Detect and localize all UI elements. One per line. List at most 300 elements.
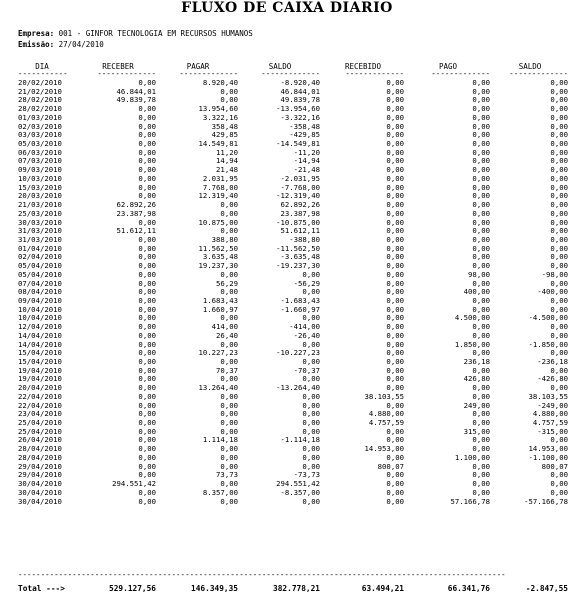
cell-receber: 0,00 xyxy=(138,121,156,131)
cell-pago: 0,00 xyxy=(472,409,490,419)
cell-recebido: 0,00 xyxy=(386,400,404,410)
cell-saldo-realizado: 0,00 xyxy=(550,139,568,149)
cell-saldo-realizado: -236,18 xyxy=(537,357,568,366)
cell-dia: 03/03/2010 xyxy=(18,130,62,140)
cell-saldo: 49.839,78 xyxy=(280,95,320,105)
cell-saldo-realizado: 0,00 xyxy=(550,470,568,480)
cell-saldo: -14,94 xyxy=(293,156,320,166)
cell-receber: 0,00 xyxy=(138,365,156,375)
cell-saldo: -21,48 xyxy=(293,165,320,175)
cell-dia: 30/04/2010 xyxy=(18,496,62,506)
cell-saldo: -3.635,48 xyxy=(280,252,320,262)
cell-saldo: 0,00 xyxy=(302,418,320,428)
cell-saldo-realizado: 38.103,55 xyxy=(528,391,568,401)
cell-recebido: 0,00 xyxy=(386,182,404,192)
cell-receber: 0,00 xyxy=(138,452,156,462)
cell-saldo: -429,85 xyxy=(289,130,320,140)
cell-saldo-realizado: 0,00 xyxy=(550,191,568,201)
cell-saldo: -11,20 xyxy=(293,147,320,157)
cell-pago: 0,00 xyxy=(472,365,490,375)
cell-receber: 0,00 xyxy=(138,287,156,297)
cell-pago: 0,00 xyxy=(472,348,490,358)
cell-dia: 21/02/2010 xyxy=(18,86,62,96)
cell-receber: 0,00 xyxy=(138,147,156,157)
cell-receber: 0,00 xyxy=(138,182,156,192)
cell-recebido: 14.953,00 xyxy=(364,444,404,454)
cell-recebido: 0,00 xyxy=(386,452,404,462)
cell-pagar: 19.237,30 xyxy=(198,261,238,271)
cell-receber: 0,00 xyxy=(138,278,156,288)
cell-saldo-realizado: 0,00 xyxy=(550,86,568,96)
cell-recebido: 0,00 xyxy=(386,261,404,271)
cell-saldo: -11.562,50 xyxy=(276,243,320,253)
cell-dia: 22/04/2010 xyxy=(18,400,62,410)
cell-receber: 0,00 xyxy=(138,418,156,428)
cell-receber: 0,00 xyxy=(138,339,156,349)
cell-dia: 29/04/2010 xyxy=(18,461,62,471)
cell-recebido: 0,00 xyxy=(386,130,404,140)
cell-pago: 0,00 xyxy=(472,78,490,87)
cell-pagar: 0,00 xyxy=(220,226,238,236)
cell-receber: 51.612,11 xyxy=(116,226,156,236)
cell-saldo-realizado: 0,00 xyxy=(550,295,568,305)
cell-pagar: 70,37 xyxy=(216,365,238,375)
total-label: Total ---> xyxy=(18,584,65,593)
cell-saldo: 0,00 xyxy=(302,287,320,297)
cell-dia: 28/02/2010 xyxy=(18,104,62,114)
cell-pagar: 0,00 xyxy=(220,409,238,419)
cell-pagar: 388,80 xyxy=(211,234,238,244)
cell-saldo: 0,00 xyxy=(302,444,320,454)
cell-recebido: 0,00 xyxy=(386,147,404,157)
cell-recebido: 0,00 xyxy=(386,104,404,114)
cell-saldo: -8.357,00 xyxy=(280,487,320,497)
cell-saldo: 294.551,42 xyxy=(276,479,320,489)
cell-saldo: -1.114,18 xyxy=(280,435,320,445)
total-receber: 529.127,56 xyxy=(109,584,156,593)
cell-saldo: -26,40 xyxy=(293,330,320,340)
column-header-pagar: PAGAR xyxy=(186,62,210,71)
cell-dia: 20/04/2010 xyxy=(18,383,62,393)
cell-pagar: 11.562,50 xyxy=(198,243,238,253)
cell-recebido: 800,07 xyxy=(377,461,404,471)
cell-saldo: 0,00 xyxy=(302,269,320,279)
cell-recebido: 0,00 xyxy=(386,295,404,305)
cell-saldo: 51.612,11 xyxy=(280,226,320,236)
cell-pago: 0,00 xyxy=(472,200,490,210)
cell-recebido: 0,00 xyxy=(386,487,404,497)
cell-pago: 0,00 xyxy=(472,461,490,471)
cell-recebido: 0,00 xyxy=(386,357,404,366)
cell-dia: 01/03/2010 xyxy=(18,112,62,122)
cell-saldo-realizado: -98,00 xyxy=(541,269,568,279)
cell-saldo-realizado: 0,00 xyxy=(550,252,568,262)
cell-receber: 0,00 xyxy=(138,348,156,358)
cell-saldo-realizado: 0,00 xyxy=(550,208,568,218)
cell-recebido: 0,00 xyxy=(386,287,404,297)
cell-pago: 236,18 xyxy=(463,357,490,366)
cell-pagar: 0,00 xyxy=(220,418,238,428)
cell-pago: 0,00 xyxy=(472,182,490,192)
cell-saldo-realizado: 0,00 xyxy=(550,330,568,340)
cell-saldo-realizado: 0,00 xyxy=(550,121,568,131)
cell-pago: 0,00 xyxy=(472,444,490,454)
cell-saldo-realizado: -426,80 xyxy=(537,374,568,384)
cell-pagar: 0,00 xyxy=(220,479,238,489)
cell-pago: 0,00 xyxy=(472,304,490,314)
cell-receber: 0,00 xyxy=(138,243,156,253)
cell-saldo-realizado: 0,00 xyxy=(550,104,568,114)
cell-recebido: 0,00 xyxy=(386,200,404,210)
cell-pagar: 0,00 xyxy=(220,357,238,366)
cell-saldo-realizado: 0,00 xyxy=(550,365,568,375)
company-line xyxy=(18,29,253,39)
cell-saldo: 0,00 xyxy=(302,400,320,410)
cell-recebido: 0,00 xyxy=(386,348,404,358)
cell-recebido: 0,00 xyxy=(386,121,404,131)
cell-saldo-realizado: -57.166,78 xyxy=(524,496,568,506)
cell-dia: 15/04/2010 xyxy=(18,357,62,366)
cell-dia: 09/03/2010 xyxy=(18,165,62,175)
cell-pago: 0,00 xyxy=(472,243,490,253)
cell-pago: 0,00 xyxy=(472,86,490,96)
cell-pago: 0,00 xyxy=(472,391,490,401)
cell-receber: 0,00 xyxy=(138,139,156,149)
cell-saldo-realizado: 0,00 xyxy=(550,112,568,122)
cell-pago: 0,00 xyxy=(472,435,490,445)
cell-dia: 28/04/2010 xyxy=(18,452,62,462)
cell-saldo: -358,48 xyxy=(289,121,320,131)
cell-saldo: -12.319,40 xyxy=(276,191,320,201)
cell-pagar: 14,94 xyxy=(216,156,238,166)
cell-pagar: 0,00 xyxy=(220,339,238,349)
cell-receber: 0,00 xyxy=(138,357,156,366)
cell-dia: 14/04/2010 xyxy=(18,339,62,349)
cell-receber: 0,00 xyxy=(138,383,156,393)
cell-receber: 0,00 xyxy=(138,304,156,314)
column-header-saldo: SALDO xyxy=(268,62,292,71)
cell-dia: 23/04/2010 xyxy=(18,409,62,419)
cell-pago: 0,00 xyxy=(472,208,490,218)
cell-receber: 62.892,26 xyxy=(116,200,156,210)
cell-dia: 21/03/2010 xyxy=(18,200,62,210)
cell-receber: 0,00 xyxy=(138,234,156,244)
total-separator: ------------------------------------------------------------------------------------------------------------ xyxy=(18,572,506,578)
cell-saldo: 0,00 xyxy=(302,426,320,436)
cell-recebido: 0,00 xyxy=(386,156,404,166)
cell-pago: 0,00 xyxy=(472,165,490,175)
cell-pago: 400,00 xyxy=(463,287,490,297)
cell-pagar: 0,00 xyxy=(220,86,238,96)
cell-saldo: 23.387,98 xyxy=(280,208,320,218)
cell-dia: 10/04/2010 xyxy=(18,304,62,314)
cell-pagar: 13.264,40 xyxy=(198,383,238,393)
cell-recebido: 0,00 xyxy=(386,426,404,436)
cell-recebido: 0,00 xyxy=(386,313,404,323)
cell-pago: 0,00 xyxy=(472,487,490,497)
cell-saldo: -13.264,40 xyxy=(276,383,320,393)
cell-recebido: 0,00 xyxy=(386,278,404,288)
cell-pagar: 8.920,40 xyxy=(202,78,238,87)
cell-receber: 0,00 xyxy=(138,496,156,506)
cell-recebido: 38.103,55 xyxy=(364,391,404,401)
cell-pago: 0,00 xyxy=(472,112,490,122)
total-saldo-realizado: -2.847,55 xyxy=(525,584,568,593)
cell-dia: 20/02/2010 xyxy=(18,78,62,87)
cell-recebido: 0,00 xyxy=(386,365,404,375)
cell-recebido: 0,00 xyxy=(386,191,404,201)
cell-saldo-realizado: 0,00 xyxy=(550,173,568,183)
total-pagar: 146.349,35 xyxy=(191,584,238,593)
cell-pagar: 3.635,48 xyxy=(202,252,238,262)
cell-dia: 02/03/2010 xyxy=(18,121,62,131)
cell-receber: 0,00 xyxy=(138,461,156,471)
cell-pagar: 11,20 xyxy=(216,147,238,157)
cell-receber: 0,00 xyxy=(138,400,156,410)
cell-recebido: 0,00 xyxy=(386,252,404,262)
cell-saldo: -13.954,60 xyxy=(276,104,320,114)
cell-dia: 05/04/2010 xyxy=(18,261,62,271)
cell-saldo-realizado: -4.500,00 xyxy=(528,313,568,323)
cell-recebido: 0,00 xyxy=(386,112,404,122)
cell-receber: 0,00 xyxy=(138,165,156,175)
cell-dia: 25/03/2010 xyxy=(18,208,62,218)
cell-pagar: 12.319,40 xyxy=(198,191,238,201)
cell-saldo: -2.031,95 xyxy=(280,173,320,183)
cell-dia: 10/04/2010 xyxy=(18,313,62,323)
cell-pago: 1.850,00 xyxy=(454,339,490,349)
cell-dia: 15/03/2010 xyxy=(18,182,62,192)
cell-pagar: 56,29 xyxy=(216,278,238,288)
cell-dia: 09/04/2010 xyxy=(18,295,62,305)
cell-saldo-realizado: 0,00 xyxy=(550,479,568,489)
cell-pago: 0,00 xyxy=(472,156,490,166)
issue-date-label: Emissão: xyxy=(18,40,55,49)
cell-pagar: 0,00 xyxy=(220,391,238,401)
cell-saldo-realizado: 0,00 xyxy=(550,226,568,236)
cell-pagar: 26,40 xyxy=(216,330,238,340)
cell-receber: 0,00 xyxy=(138,322,156,332)
cell-pago: 0,00 xyxy=(472,173,490,183)
cell-receber: 0,00 xyxy=(138,470,156,480)
cell-saldo-realizado: -249,00 xyxy=(537,400,568,410)
cell-receber: 0,00 xyxy=(138,374,156,384)
total-recebido: 63.494,21 xyxy=(361,584,404,593)
cell-recebido: 0,00 xyxy=(386,95,404,105)
report-title: FLUXO DE CAIXA DIARIO xyxy=(181,0,393,16)
cell-pago: 57.166,78 xyxy=(450,496,490,506)
cell-saldo-realizado: 0,00 xyxy=(550,165,568,175)
cell-dia: 31/03/2010 xyxy=(18,226,62,236)
cell-receber: 0,00 xyxy=(138,252,156,262)
cell-receber: 0,00 xyxy=(138,295,156,305)
cell-receber: 0,00 xyxy=(138,426,156,436)
cell-saldo-realizado: -1.100,00 xyxy=(528,452,568,462)
cell-recebido: 0,00 xyxy=(386,330,404,340)
column-header-recebido: RECEBIDO xyxy=(344,62,382,71)
cell-saldo-realizado: 0,00 xyxy=(550,261,568,271)
cell-pago: 0,00 xyxy=(472,226,490,236)
cell-receber: 0,00 xyxy=(138,330,156,340)
cell-recebido: 0,00 xyxy=(386,269,404,279)
cell-pago: 0,00 xyxy=(472,278,490,288)
cell-receber: 0,00 xyxy=(138,444,156,454)
cell-saldo-realizado: 0,00 xyxy=(550,435,568,445)
cell-receber: 0,00 xyxy=(138,313,156,323)
cell-pagar: 358,48 xyxy=(211,121,238,131)
cell-pagar: 0,00 xyxy=(220,426,238,436)
cell-saldo: -73,73 xyxy=(293,470,320,480)
cell-dia: 06/03/2010 xyxy=(18,147,62,157)
cell-dia: 14/04/2010 xyxy=(18,330,62,340)
cell-pagar: 3.322,16 xyxy=(202,112,238,122)
cell-receber: 0,00 xyxy=(138,409,156,419)
cell-saldo-realizado: 800,07 xyxy=(541,461,568,471)
cell-saldo: 0,00 xyxy=(302,496,320,506)
cell-pago: 0,00 xyxy=(472,418,490,428)
cell-pagar: 1.683,43 xyxy=(202,295,238,305)
cell-pago: 426,80 xyxy=(463,374,490,384)
company-value: 001 - GINFOR TECNOLOGIA EM RECURSOS HUMANOS xyxy=(58,29,253,38)
cell-recebido: 0,00 xyxy=(386,173,404,183)
cell-saldo: 0,00 xyxy=(302,339,320,349)
cell-pago: 0,00 xyxy=(472,147,490,157)
cell-dia: 30/03/2010 xyxy=(18,217,62,227)
cell-pago: 0,00 xyxy=(472,322,490,332)
cell-receber: 0,00 xyxy=(138,112,156,122)
cell-pago: 0,00 xyxy=(472,139,490,149)
cell-saldo: -388,80 xyxy=(289,234,320,244)
cell-saldo-realizado: -400,00 xyxy=(537,287,568,297)
cell-dia: 26/04/2010 xyxy=(18,435,62,445)
cell-saldo: -414,00 xyxy=(289,322,320,332)
cell-saldo-realizado: 0,00 xyxy=(550,487,568,497)
cell-pago: 0,00 xyxy=(472,479,490,489)
cell-recebido: 0,00 xyxy=(386,435,404,445)
cell-saldo: -8.920,40 xyxy=(280,78,320,87)
cell-dia: 12/04/2010 xyxy=(18,322,62,332)
cell-saldo-realizado: 0,00 xyxy=(550,182,568,192)
cell-pago: 0,00 xyxy=(472,252,490,262)
cell-saldo: 0,00 xyxy=(302,391,320,401)
cell-saldo: 0,00 xyxy=(302,452,320,462)
cell-pago: 4.500,00 xyxy=(454,313,490,323)
cell-saldo: 0,00 xyxy=(302,313,320,323)
cell-recebido: 0,00 xyxy=(386,165,404,175)
cell-pagar: 10.227,23 xyxy=(198,348,238,358)
cell-recebido: 0,00 xyxy=(386,383,404,393)
column-header-pago: PAGO xyxy=(438,62,458,71)
cell-saldo: 46.844,01 xyxy=(280,86,320,96)
cell-pagar: 0,00 xyxy=(220,496,238,506)
cell-pagar: 0,00 xyxy=(220,444,238,454)
cell-saldo-realizado: 0,00 xyxy=(550,278,568,288)
total-row xyxy=(18,583,568,594)
cell-receber: 0,00 xyxy=(138,173,156,183)
cell-saldo-realizado: 0,00 xyxy=(550,322,568,332)
cell-recebido: 0,00 xyxy=(386,479,404,489)
cell-dia: 07/04/2010 xyxy=(18,278,62,288)
issue-date-value: 27/04/2010 xyxy=(58,40,104,49)
cell-dia: 30/04/2010 xyxy=(18,479,62,489)
cell-saldo: 62.892,26 xyxy=(280,200,320,210)
cell-pago: 0,00 xyxy=(472,121,490,131)
cell-saldo-realizado: 0,00 xyxy=(550,348,568,358)
cell-saldo: -56,29 xyxy=(293,278,320,288)
cell-saldo: -3.322,16 xyxy=(280,112,320,122)
cell-pago: 249,00 xyxy=(463,400,490,410)
cell-pagar: 414,00 xyxy=(211,322,238,332)
cell-pagar: 13.954,60 xyxy=(198,104,238,114)
cell-saldo-realizado: 0,00 xyxy=(550,130,568,140)
cell-receber: 0,00 xyxy=(138,487,156,497)
cell-saldo: -14.549,81 xyxy=(276,139,320,149)
cell-saldo-realizado: 0,00 xyxy=(550,217,568,227)
cell-dia: 30/04/2010 xyxy=(18,487,62,497)
cell-pagar: 0,00 xyxy=(220,313,238,323)
cell-saldo-realizado: 0,00 xyxy=(550,383,568,393)
cell-dia: 25/04/2010 xyxy=(18,426,62,436)
cell-dia: 28/04/2010 xyxy=(18,444,62,454)
cell-recebido: 0,00 xyxy=(386,322,404,332)
cell-dia: 28/02/2010 xyxy=(18,95,62,105)
cell-pago: 0,00 xyxy=(472,95,490,105)
cell-saldo-realizado: 0,00 xyxy=(550,304,568,314)
cell-saldo-realizado: 0,00 xyxy=(550,156,568,166)
cell-pago: 0,00 xyxy=(472,261,490,271)
cell-dia: 01/04/2010 xyxy=(18,243,62,253)
column-header-receber: RECEBER xyxy=(102,62,134,71)
cell-pagar: 0,00 xyxy=(220,200,238,210)
cell-pago: 0,00 xyxy=(472,383,490,393)
cell-pagar: 0,00 xyxy=(220,269,238,279)
cell-pagar: 0,00 xyxy=(220,287,238,297)
cell-saldo-realizado: 0,00 xyxy=(550,147,568,157)
cell-receber: 294.551,42 xyxy=(112,479,156,489)
cell-saldo: 0,00 xyxy=(302,374,320,384)
cell-recebido: 0,00 xyxy=(386,86,404,96)
cell-receber: 0,00 xyxy=(138,261,156,271)
cell-dia: 02/04/2010 xyxy=(18,252,62,262)
cell-pagar: 0,00 xyxy=(220,461,238,471)
cell-saldo: -1.660,97 xyxy=(280,304,320,314)
cell-saldo-realizado: 14.953,00 xyxy=(528,444,568,454)
cell-pago: 0,00 xyxy=(472,217,490,227)
cell-pagar: 21,48 xyxy=(216,165,238,175)
cell-receber: 23.387,98 xyxy=(116,208,156,218)
cell-pagar: 0,00 xyxy=(220,400,238,410)
cell-pagar: 429,85 xyxy=(211,130,238,140)
cell-pago: 0,00 xyxy=(472,234,490,244)
cell-receber: 0,00 xyxy=(138,391,156,401)
cell-receber: 0,00 xyxy=(138,269,156,279)
column-header-dia: DIA xyxy=(35,62,49,71)
header-separator: ----------- ------------- ------------- ------------- ------------- ------------- ------------- xyxy=(18,70,568,78)
cell-dia: 05/03/2010 xyxy=(18,139,62,149)
cell-pagar: 8.357,00 xyxy=(202,487,238,497)
cell-pagar: 1.114,18 xyxy=(202,435,238,445)
cell-recebido: 0,00 xyxy=(386,496,404,506)
company-label: Empresa: xyxy=(18,29,55,38)
cell-receber: 49.839,78 xyxy=(116,95,156,105)
cell-saldo: 0,00 xyxy=(302,461,320,471)
cell-pagar: 0,00 xyxy=(220,95,238,105)
cell-dia: 05/04/2010 xyxy=(18,269,62,279)
cell-pagar: 0,00 xyxy=(220,452,238,462)
cell-pago: 0,00 xyxy=(472,295,490,305)
cell-dia: 31/03/2010 xyxy=(18,234,62,244)
cell-dia: 07/03/2010 xyxy=(18,156,62,166)
